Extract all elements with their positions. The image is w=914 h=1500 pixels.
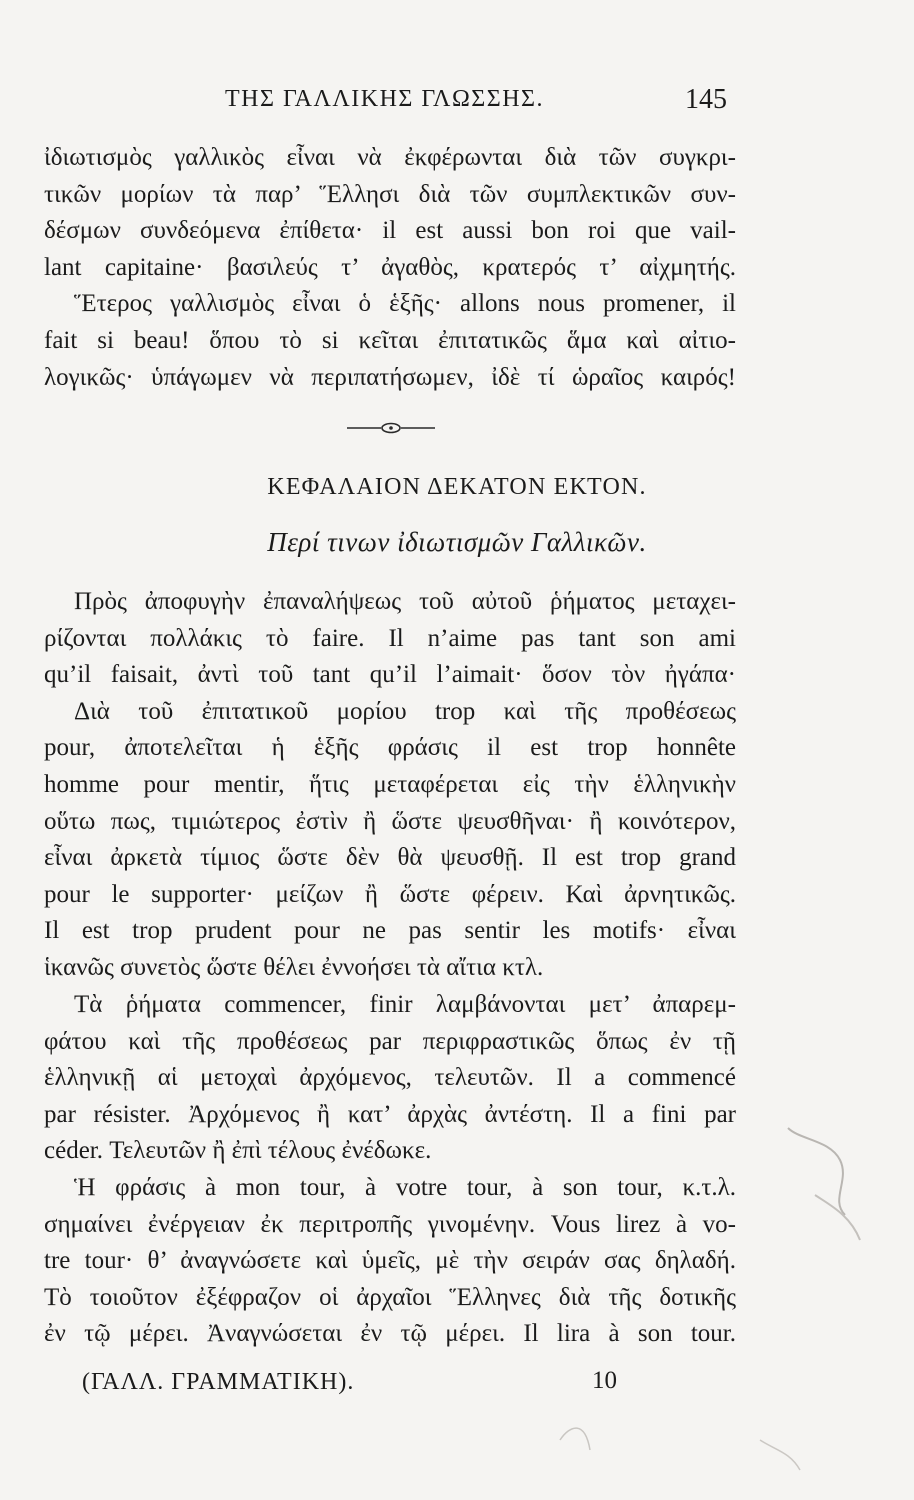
text-line: Ἡ φράσις à mon tour, à votre tour, à son tour, κ.τ.λ. bbox=[74, 1174, 736, 1201]
text-line: Τὰ ῥήματα commencer, finir λαμβάνονται μετ’ ἀπαρεμ- bbox=[74, 991, 736, 1018]
text-line: οὕτω πως, τιμιώτερος ἐστὶν ἢ ὥστε ψευσθῆναι· ἢ κοινότερον, bbox=[44, 807, 736, 835]
text-line: σημαίνει ἐνέργειαν ἐκ περιτροπῆς γινομένην. Vous lirez à vo- bbox=[44, 1210, 736, 1238]
text-line: φάτου καὶ τῆς προθέσεως par περιφραστικῶς ὅπως ἐν τῇ bbox=[44, 1027, 736, 1055]
text-line: εἶναι ἀρκετὰ τίμιος ὥστε δὲν θὰ ψευσθῇ. Il est trop grand bbox=[44, 844, 736, 872]
paragraph-2 bbox=[44, 584, 736, 987]
text-line: qu’il faisait, ἀντὶ τοῦ tant qu’il l’aimait· ὅσον τὸν ἠγάπα· bbox=[44, 661, 736, 689]
text-line: ἐν τῷ μέρει. Ἀναγνώσεται ἐν τῷ μέρει. Il lira à son tour. bbox=[44, 1320, 736, 1348]
text-line: homme pour mentir, ἥτις μεταφέρεται εἰς τὴν ἑλληνικὴν bbox=[44, 770, 736, 798]
page-header bbox=[40, 86, 744, 126]
paragraph-4 bbox=[44, 1170, 736, 1353]
text-line: céder. Τελευτῶν ἢ ἐπὶ τέλους ἐνέδωκε. bbox=[44, 1137, 432, 1165]
running-head: ΤΗΣ ΓΑΛΛΙΚΗΣ ΓΛΩΣΣΗΣ. bbox=[225, 86, 545, 112]
signature-mark: (ΓΑΛΛ. ΓΡΑΜΜΑΤΙΚΗ). bbox=[82, 1369, 355, 1395]
paragraph-3 bbox=[44, 987, 736, 1170]
text-line: lant capitaine· βασιλεύς τ’ ἀγαθὸς, κρατερός τ’ αἰχμητής. bbox=[44, 253, 736, 281]
text-line: Ἕτερος γαλλισμὸς εἶναι ὁ ἑξῆς· allons nous promener, il bbox=[74, 290, 736, 318]
section-divider-ornament bbox=[345, 421, 437, 435]
chapter-subtitle: Περί τινων ἰδιωτισμῶν Γαλλικῶν. bbox=[267, 527, 647, 557]
sheet-number: 10 bbox=[592, 1367, 617, 1394]
chapter-title: ΚΕΦΑΛΑΙΟΝ ΔΕΚΑΤΟΝ ΕΚΤΟΝ. bbox=[267, 474, 647, 500]
text-line: Il est trop prudent pour ne pas sentir les motifs· εἶναι bbox=[44, 917, 736, 945]
text-line: tre tour· θ’ ἀναγνώσετε καὶ ὑμεῖς, μὲ τὴν σειράν σας δηλαδή. bbox=[44, 1247, 736, 1275]
text-line: τικῶν μορίων τὰ παρ’ Ἕλλησι διὰ τῶν συμπλεκτικῶν συν- bbox=[44, 180, 736, 208]
text-line: ρίζονται πολλάκις τὸ faire. Il n’aime pas tant son ami bbox=[44, 624, 736, 652]
text-line: fait si beau! ὅπου τὸ si κεῖται ἐπιτατικῶς ἅμα καὶ αἰτιο- bbox=[44, 326, 736, 354]
text-line: δέσμων συνδεόμενα ἐπίθετα· il est aussi bon roi que vail- bbox=[44, 217, 736, 245]
text-line: pour le supporter· μείζων ἢ ὥστε φέρειν. Καὶ ἀρνητικῶς. bbox=[44, 880, 736, 908]
text-line: Τὸ τοιοῦτον ἐξέφραζον οἱ ἀρχαῖοι Ἕλληνες διὰ τῆς δοτικῆς bbox=[44, 1283, 736, 1311]
text-line: ἰδιωτισμὸς γαλλικὸς εἶναι νὰ ἐκφέρωνται διὰ τῶν συγκρι- bbox=[44, 144, 736, 171]
text-line: Πρὸς ἀποφυγὴν ἐπαναλήψεως τοῦ αὐτοῦ ῥήματος μεταχει- bbox=[74, 588, 736, 615]
paragraph-1 bbox=[44, 140, 736, 396]
page-number: 145 bbox=[685, 84, 727, 115]
text-line: par résister. Ἀρχόμενος ἢ κατ’ ἀρχὰς ἀντέστη. Il a fini par bbox=[44, 1100, 736, 1128]
text-line: Διὰ τοῦ ἐπιτατικοῦ μορίου trop καὶ τῆς προθέσεως bbox=[74, 697, 736, 725]
text-line: λογικῶς· ὑπάγωμεν νὰ περιπατήσωμεν, ἰδὲ τί ὡραῖος καιρός! bbox=[44, 363, 736, 391]
text-line: ἑλληνικῇ αἱ μετοχαὶ ἀρχόμενος, τελευτῶν. Il a commencé bbox=[44, 1064, 736, 1092]
text-line: pour, ἀποτελεῖται ἡ ἑξῆς φράσις il est trop honnête bbox=[44, 734, 736, 762]
text-line: ἱκανῶς συνετὸς ὥστε θέλει ἐννοήσει τὰ αἴτια κτλ. bbox=[44, 953, 544, 981]
